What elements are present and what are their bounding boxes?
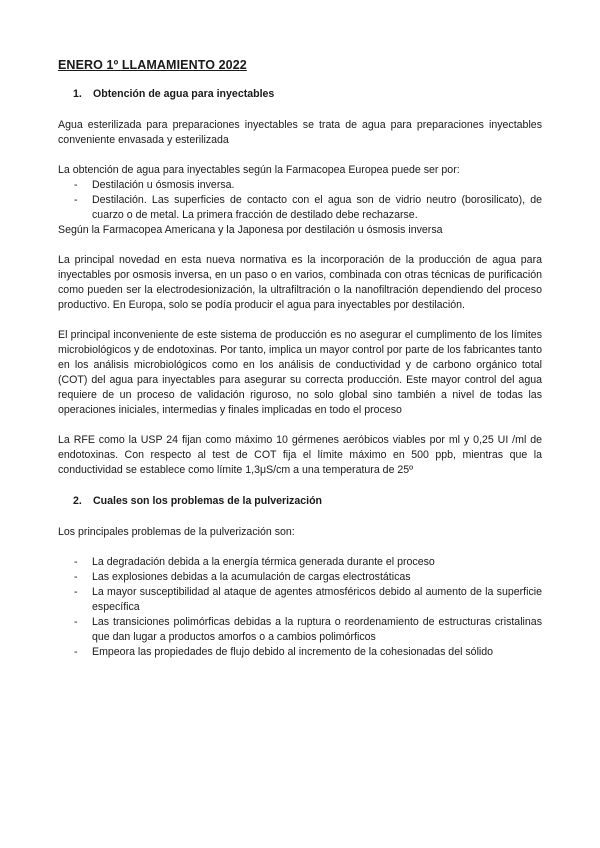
section-1-paragraph-2-after: Según la Farmacopea Americana y la Japonesa por destilación u ósmosis inversa: [58, 224, 443, 236]
section-2-number: 2.: [73, 495, 82, 507]
section-1-bullet-list: [58, 178, 542, 223]
section-2-heading: [58, 495, 542, 507]
section-1-paragraph-4: El principal inconveniente de este sistema de producción es no asegurar el cumplimento de los límites microbiológicos y de endotoxinas. Por tanto, implica un mayor control por parte de los fabricantes tanto en los análisis microbiológicos como en los análisis de conductividad y de carbono orgánico total (COT) del agua para inyectables para asegurar su correcta producción. Este mayor control del agua requiere de un proceso de validación riguroso, no solo global sino también a nivel de todas las operaciones iniciales, intermedias y finales implicadas en todo el proceso: [58, 329, 542, 416]
section-2-intro: Los principales problemas de la pulverización son:: [58, 526, 295, 538]
list-item: - Destilación. Las superficies de contacto con el agua son de vidrio neutro (borosilicato), de cuarzo o de metal. La primera fracción de destilado debe rechazarse.: [74, 194, 542, 221]
section-1-paragraph-3: La principal novedad en esta nueva normativa es la incorporación de la producción de agua para inyectables por osmosis inversa, en un paso o en varios, combinada con otras técnicas de purificación como pueden ser la electrodesionización, la ultrafiltración o la nanofiltración dependiendo del proceso productivo. En Europa, solo se podía producir el agua para inyectables por destilación.: [58, 254, 542, 311]
section-1-paragraph-1: Agua esterilizada para preparaciones inyectables se trata de agua para preparaciones inyectables conveniente envasada y esterilizada: [58, 119, 542, 146]
list-item: - Las explosiones debidas a la acumulación de cargas electrostáticas: [74, 571, 411, 583]
section-1-paragraph-5: La RFE como la USP 24 fijan como máximo 10 gérmenes aeróbicos viables por ml y 0,25 UI /ml de endotoxinas. Con respecto al test de COT fija el límite máximo en 500 ppb, mientras que la conductividad se establece como límite 1,3μS/cm a una temperatura de 25º: [58, 434, 542, 476]
document-title: ENERO 1º LLAMAMIENTO 2022: [58, 58, 247, 72]
list-item: - La degradación debida a la energía térmica generada durante el proceso: [74, 556, 435, 568]
section-1-paragraph-2-intro: La obtención de agua para inyectables según la Farmacopea Europea puede ser por:: [58, 164, 460, 176]
section-1-number: 1.: [73, 88, 82, 100]
section-2-bullet-list: [58, 555, 542, 660]
list-item: - Destilación u ósmosis inversa.: [74, 179, 235, 191]
document-page: [58, 58, 542, 660]
section-1-heading: [58, 88, 542, 100]
list-item: - Empeora las propiedades de flujo debido al incremento de la cohesionadas del sólido: [74, 646, 494, 658]
section-1-title: Obtención de agua para inyectables: [93, 88, 275, 100]
list-item: - Las transiciones polimórficas debidas a la ruptura o reordenamiento de estructuras cristalinas que dan lugar a productos amorfos o a cambios polimórficos: [74, 616, 542, 643]
list-item: - La mayor susceptibilidad al ataque de agentes atmosféricos debido al aumento de la superficie específica: [74, 586, 542, 613]
section-2-title: Cuales son los problemas de la pulverización: [93, 495, 323, 507]
